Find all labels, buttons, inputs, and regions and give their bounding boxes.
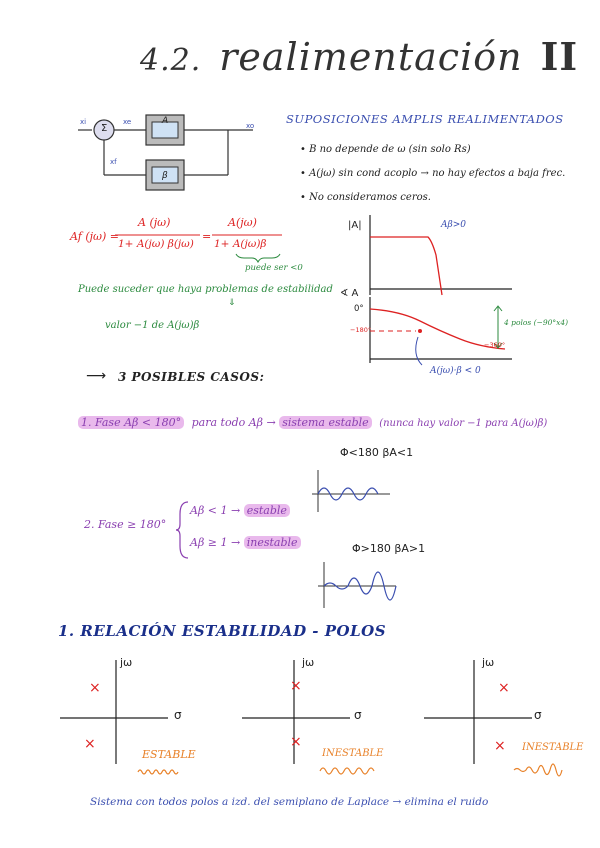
case1-row <box>78 416 547 429</box>
arrow-right-icon: ⟶ <box>86 368 107 384</box>
formula-den2: 1+ A(jω)β <box>214 238 267 250</box>
pole-marker-icon: × <box>290 734 302 750</box>
bode-poles-label: 4 polos (−90°x4) <box>504 318 569 327</box>
plane2-x-label: σ <box>354 708 362 722</box>
bode-mag-label: |A| <box>348 220 362 231</box>
small-wave-icon <box>138 766 182 778</box>
case2-opt1-cond: Aβ < 1 → <box>190 504 241 517</box>
title-number: 4.2. <box>140 43 202 78</box>
growing-wave-icon <box>318 562 398 610</box>
case2-opt1-result: estable <box>244 504 290 517</box>
case1-note: (nunca hay valor −1 para A(jω)β) <box>379 418 548 429</box>
plane1-verdict: ESTABLE <box>142 748 196 761</box>
stability-note-line1: Puede suceder que haya problemas de estabilidad <box>78 284 333 295</box>
suposicion-text: B no depende de ω (sin solo Rs) <box>309 144 471 155</box>
xf-label: xf <box>110 158 117 166</box>
sigma-symbol: Σ <box>101 123 108 134</box>
plane3-verdict: INESTABLE <box>522 742 584 753</box>
pole-marker-icon: × <box>494 738 506 754</box>
note1: Φ<180 βA<1 <box>340 446 414 459</box>
block-beta-label: β <box>162 171 168 181</box>
suposicion-text: No consideramos ceros. <box>309 192 431 203</box>
plane2-verdict: INESTABLE <box>322 748 384 759</box>
xe-label: xe <box>123 118 132 126</box>
formula-lhs: Af (jω) = <box>70 230 119 243</box>
relacion-heading: 1. RELACIÓN ESTABILIDAD - POLOS <box>58 622 387 640</box>
plane1-x-label: σ <box>174 708 182 722</box>
bode-crossing-label: A(jω)·β < 0 <box>430 366 481 376</box>
formula-num2: A(jω) <box>228 216 257 229</box>
xo-label: xo <box>246 122 255 130</box>
casos-heading: 3 POSIBLES CASOS: <box>118 370 265 384</box>
suposiciones-item: • No consideramos ceros. <box>300 192 431 203</box>
footer-note: Sistema con todos polos a izd. del semiplano de Laplace → elimina el ruido <box>90 796 489 808</box>
stability-note-line2: valor −1 de A(jω)β <box>105 320 200 331</box>
suposicion-text: A(jω) sin cond acoplo → no hay efectos a baja frec. <box>309 168 566 179</box>
bode-ab-label: Aβ>0 <box>441 220 466 230</box>
case2-opt2-cond: Aβ ≥ 1 → <box>190 536 241 549</box>
bode-zero-deg: 0° <box>354 304 364 314</box>
plane1-y-label: jω <box>120 656 133 669</box>
case2-option1 <box>190 504 290 517</box>
plane3-x-label: σ <box>534 708 542 722</box>
formula-note: puede ser <0 <box>245 263 303 273</box>
growing-oscillation-icon <box>514 756 570 780</box>
pole-marker-icon: × <box>290 678 302 694</box>
plane2-y-label: jω <box>302 656 315 669</box>
bode-phase-label: ∢ A <box>340 288 359 299</box>
formula-den1: 1+ A(jω) β(jω) <box>118 238 194 250</box>
case1-text1: para todo Aβ → <box>191 416 276 429</box>
plane3-y-label: jω <box>482 656 495 669</box>
note2: Φ>180 βA>1 <box>352 542 426 555</box>
case1-label: 1. Fase Aβ < 180° <box>78 416 184 429</box>
case2-label: 2. Fase ≥ 180° <box>84 518 167 531</box>
pole-marker-icon: × <box>84 736 96 752</box>
brace-icon <box>176 500 190 560</box>
bode-plot <box>340 215 520 375</box>
bode-m180: −180° <box>350 326 372 334</box>
case1-result: sistema estable <box>279 416 371 429</box>
block-a-label: A <box>162 116 169 126</box>
bode-m360: −360° <box>484 341 506 349</box>
suposiciones-heading: SUPOSICIONES AMPLIS REALIMENTADOS <box>286 112 564 126</box>
pole-marker-icon: × <box>498 680 510 696</box>
arrow-down-icon: ⇓ <box>228 298 236 308</box>
formula-num1: A (jω) <box>138 216 171 229</box>
suposiciones-item: • A(jω) sin cond acoplo → no hay efectos a baja frec. <box>300 168 566 179</box>
formula-eq: = <box>202 230 212 243</box>
title-suffix: II <box>540 34 579 79</box>
case2-option2 <box>190 536 301 549</box>
title-text: realimentación <box>219 35 523 79</box>
case2-opt2-result: inestable <box>244 536 301 549</box>
oscillating-wave-icon <box>320 764 376 778</box>
suposiciones-item: • B no depende de ω (sin solo Rs) <box>300 144 471 155</box>
xi-label: xi <box>80 118 87 126</box>
pole-marker-icon: × <box>89 680 101 696</box>
damped-wave-icon <box>312 470 392 515</box>
